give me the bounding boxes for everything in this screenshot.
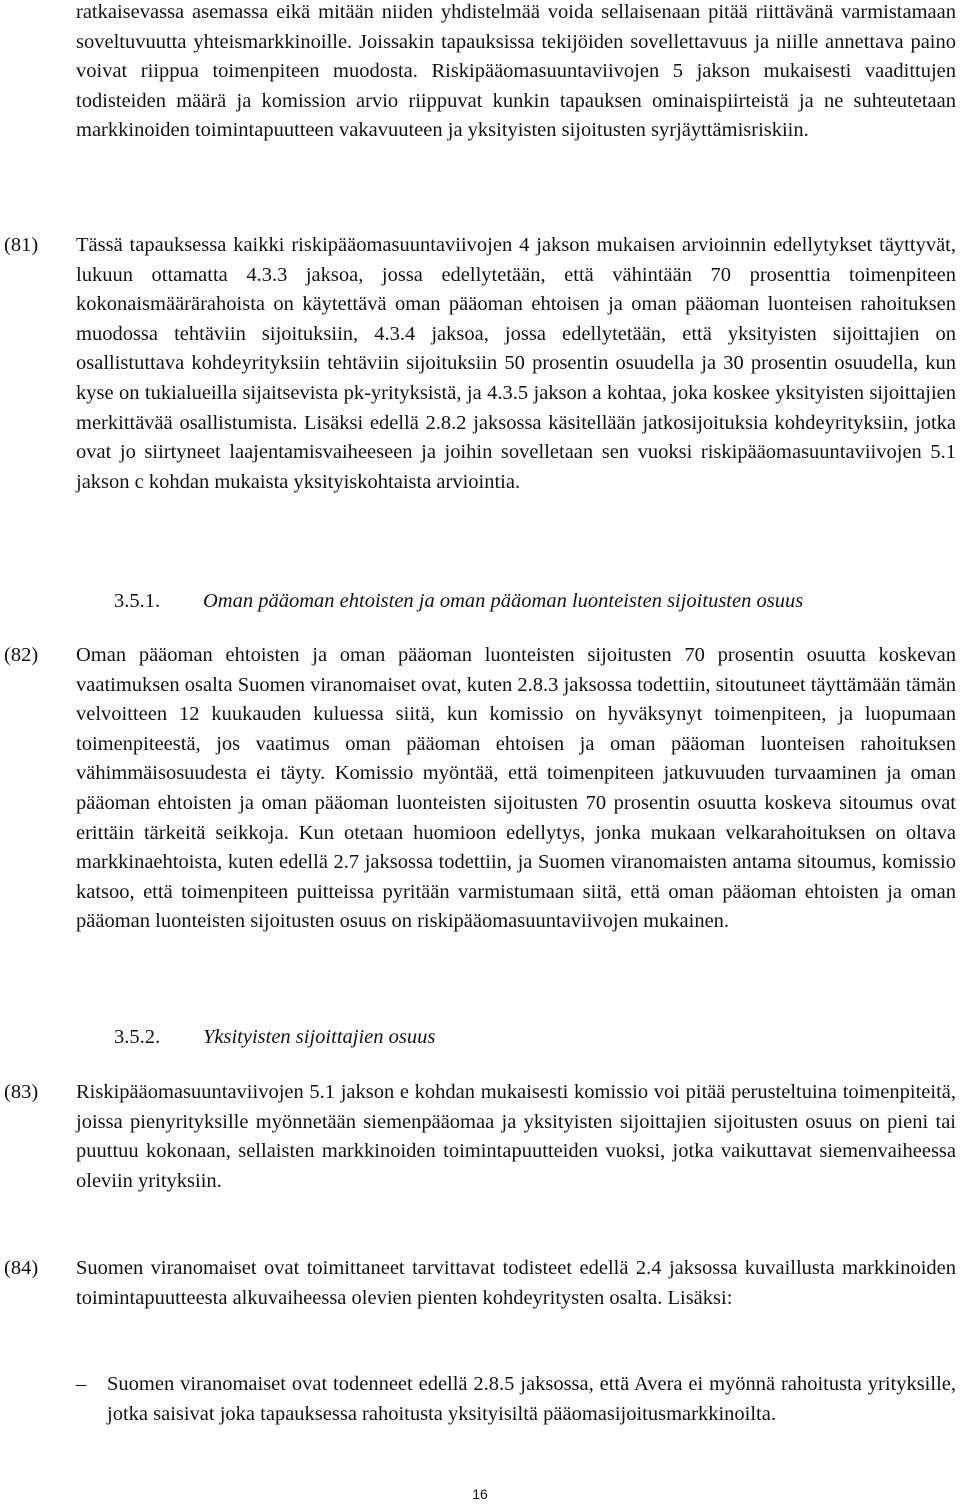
- bullet-text: Suomen viranomaiset ovat todenneet edellä 2.8.5 jaksossa, että Avera ei myönnä rahoitusta yrityksille, jotka saisivat joka tapauksessa rahoitusta yksityisiltä pääomasijoitusmarkkinoilta.: [107, 1373, 956, 1425]
- paragraph-text: Suomen viranomaiset ovat toimittaneet tarvittavat todisteet edellä 2.4 jaksossa kuvaillusta markkinoiden toimintapuutteesta alkuvaiheessa olevien pienten kohdeyritysten osalta. Lisäksi:: [76, 1257, 956, 1309]
- heading-number: 3.5.2.: [114, 1026, 161, 1048]
- section-heading-3-5-2: [114, 1023, 435, 1053]
- heading-title: Oman pääoman ehtoisten ja oman pääoman luonteisten sijoitusten osuus: [203, 590, 804, 612]
- paragraph-text: Tässä tapauksessa kaikki riskipääomasuuntaviivojen 4 jakson mukaisen arvioinnin edellytykset täyttyvät, lukuun ottamatta 4.3.3 jaksoa, jossa edellytetään, että vähintään 70 prosenttia toimenpiteen kokonaismäärärahoista on käytettävä oman pääoman ehtoisen ja oman pääoman luonteisen rahoituksen muodossa tehtäviin sijoituksiin, 4.3.4 jaksoa, jossa edellytetään, että yksityisten sijoittajien on osallistuttava kohdeyrityksiin tehtäviin sijoituksiin 50 prosentin osuudella ja 30 prosentin osuudella, kun kyse on tukialueilla sijaitsevista pk-yrityksistä, ja 4.3.5 jakson a kohtaa, joka koskee yksityisten sijoittajien merkittävää osallistumista. Lisäksi edellä 2.8.2 jaksossa käsitellään jatkosijoituksia kohdeyrityksiin, jotka ovat jo siirtyneet laajentamisvaiheeseen ja joihin sovelletaan sen vuoksi riskipääomasuuntaviivojen 5.1 jakson c kohdan mukaista yksityiskohtaista arviointia.: [76, 234, 956, 493]
- continuation-paragraph: ratkaisevassa asemassa eikä mitään niiden yhdistelmää voida sellaisenaan pitää riittävänä varmistamaan soveltuvuutta yhteismarkkinoille. Joissakin tapauksissa tekijöiden sovellettavuus ja niille annettava paino voivat riippua toimenpiteen muodosta. Riskipääomasuuntaviivojen 5 jakson mukaisesti vaadittujen todisteiden määrä ja komission arvio riippuvat kunkin tapauksen ominaispiirteistä ja ne suhteutetaan markkinoiden toimintapuutteen vakavuuteen ja yksityisten sijoitusten syrjäyttämisriskiin.: [76, 1, 956, 142]
- paragraph-number: (84): [4, 1257, 39, 1279]
- paragraph-number: (82): [4, 644, 39, 666]
- heading-title: Yksityisten sijoittajien osuus: [203, 1026, 436, 1048]
- section-heading-3-5-1: [114, 587, 803, 617]
- paragraph-text: Riskipääomasuuntaviivojen 5.1 jakson e kohdan mukaisesti komissio voi pitää perusteltuina toimenpiteitä, joissa pienyrityksille myönnetään siemenpääomaa ja yksityisten sijoittajien sijoitusten osuus on pieni tai puuttuu kokonaan, sellaisten markkinoiden toimintapuutteiden vuoksi, jotka vaikuttavat siemenvaiheessa oleviin yrityksiin.: [76, 1081, 956, 1192]
- paragraph-number: (83): [4, 1081, 39, 1103]
- paragraph-number: (81): [4, 234, 39, 256]
- paragraph-text: Oman pääoman ehtoisten ja oman pääoman luonteisten sijoitusten 70 prosentin osuutta koskevan vaatimuksen osalta Suomen viranomaiset ovat, kuten 2.8.3 jaksossa todettiin, sitoutuneet täyttämään tämän velvoitteen 12 kuukauden kuluessa siitä, kun komissio on hyväksynyt toimenpiteen, ja luopumaan toimenpiteestä, jos vaatimus oman pääoman ehtoisen ja oman pääoman luonteisen rahoituksen vähimmäisosuudesta ei täyty. Komissio myöntää, että toimenpiteen jatkuvuuden turvaaminen ja oman pääoman ehtoisten ja oman pääoman luonteisten sijoitusten 70 prosentin osuutta koskeva sitoumus ovat erittäin tärkeitä seikkoja. Kun otetaan huomioon edellytys, jonka mukaan velkarahoituksen on oltava markkinaehtoista, kuten edellä 2.7 jaksossa todettiin, ja Suomen viranomaisten antama sitoumus, komissio katsoo, että toimenpiteen puitteissa pyritään varmistumaan siitä, että oman pääoman ehtoisten ja oman pääoman luonteisten sijoitusten osuus on riskipääomasuuntaviivojen mukainen.: [76, 644, 956, 933]
- heading-number: 3.5.1.: [114, 590, 161, 612]
- bullet-dash: –: [76, 1373, 87, 1395]
- page-number: 16: [472, 1486, 488, 1502]
